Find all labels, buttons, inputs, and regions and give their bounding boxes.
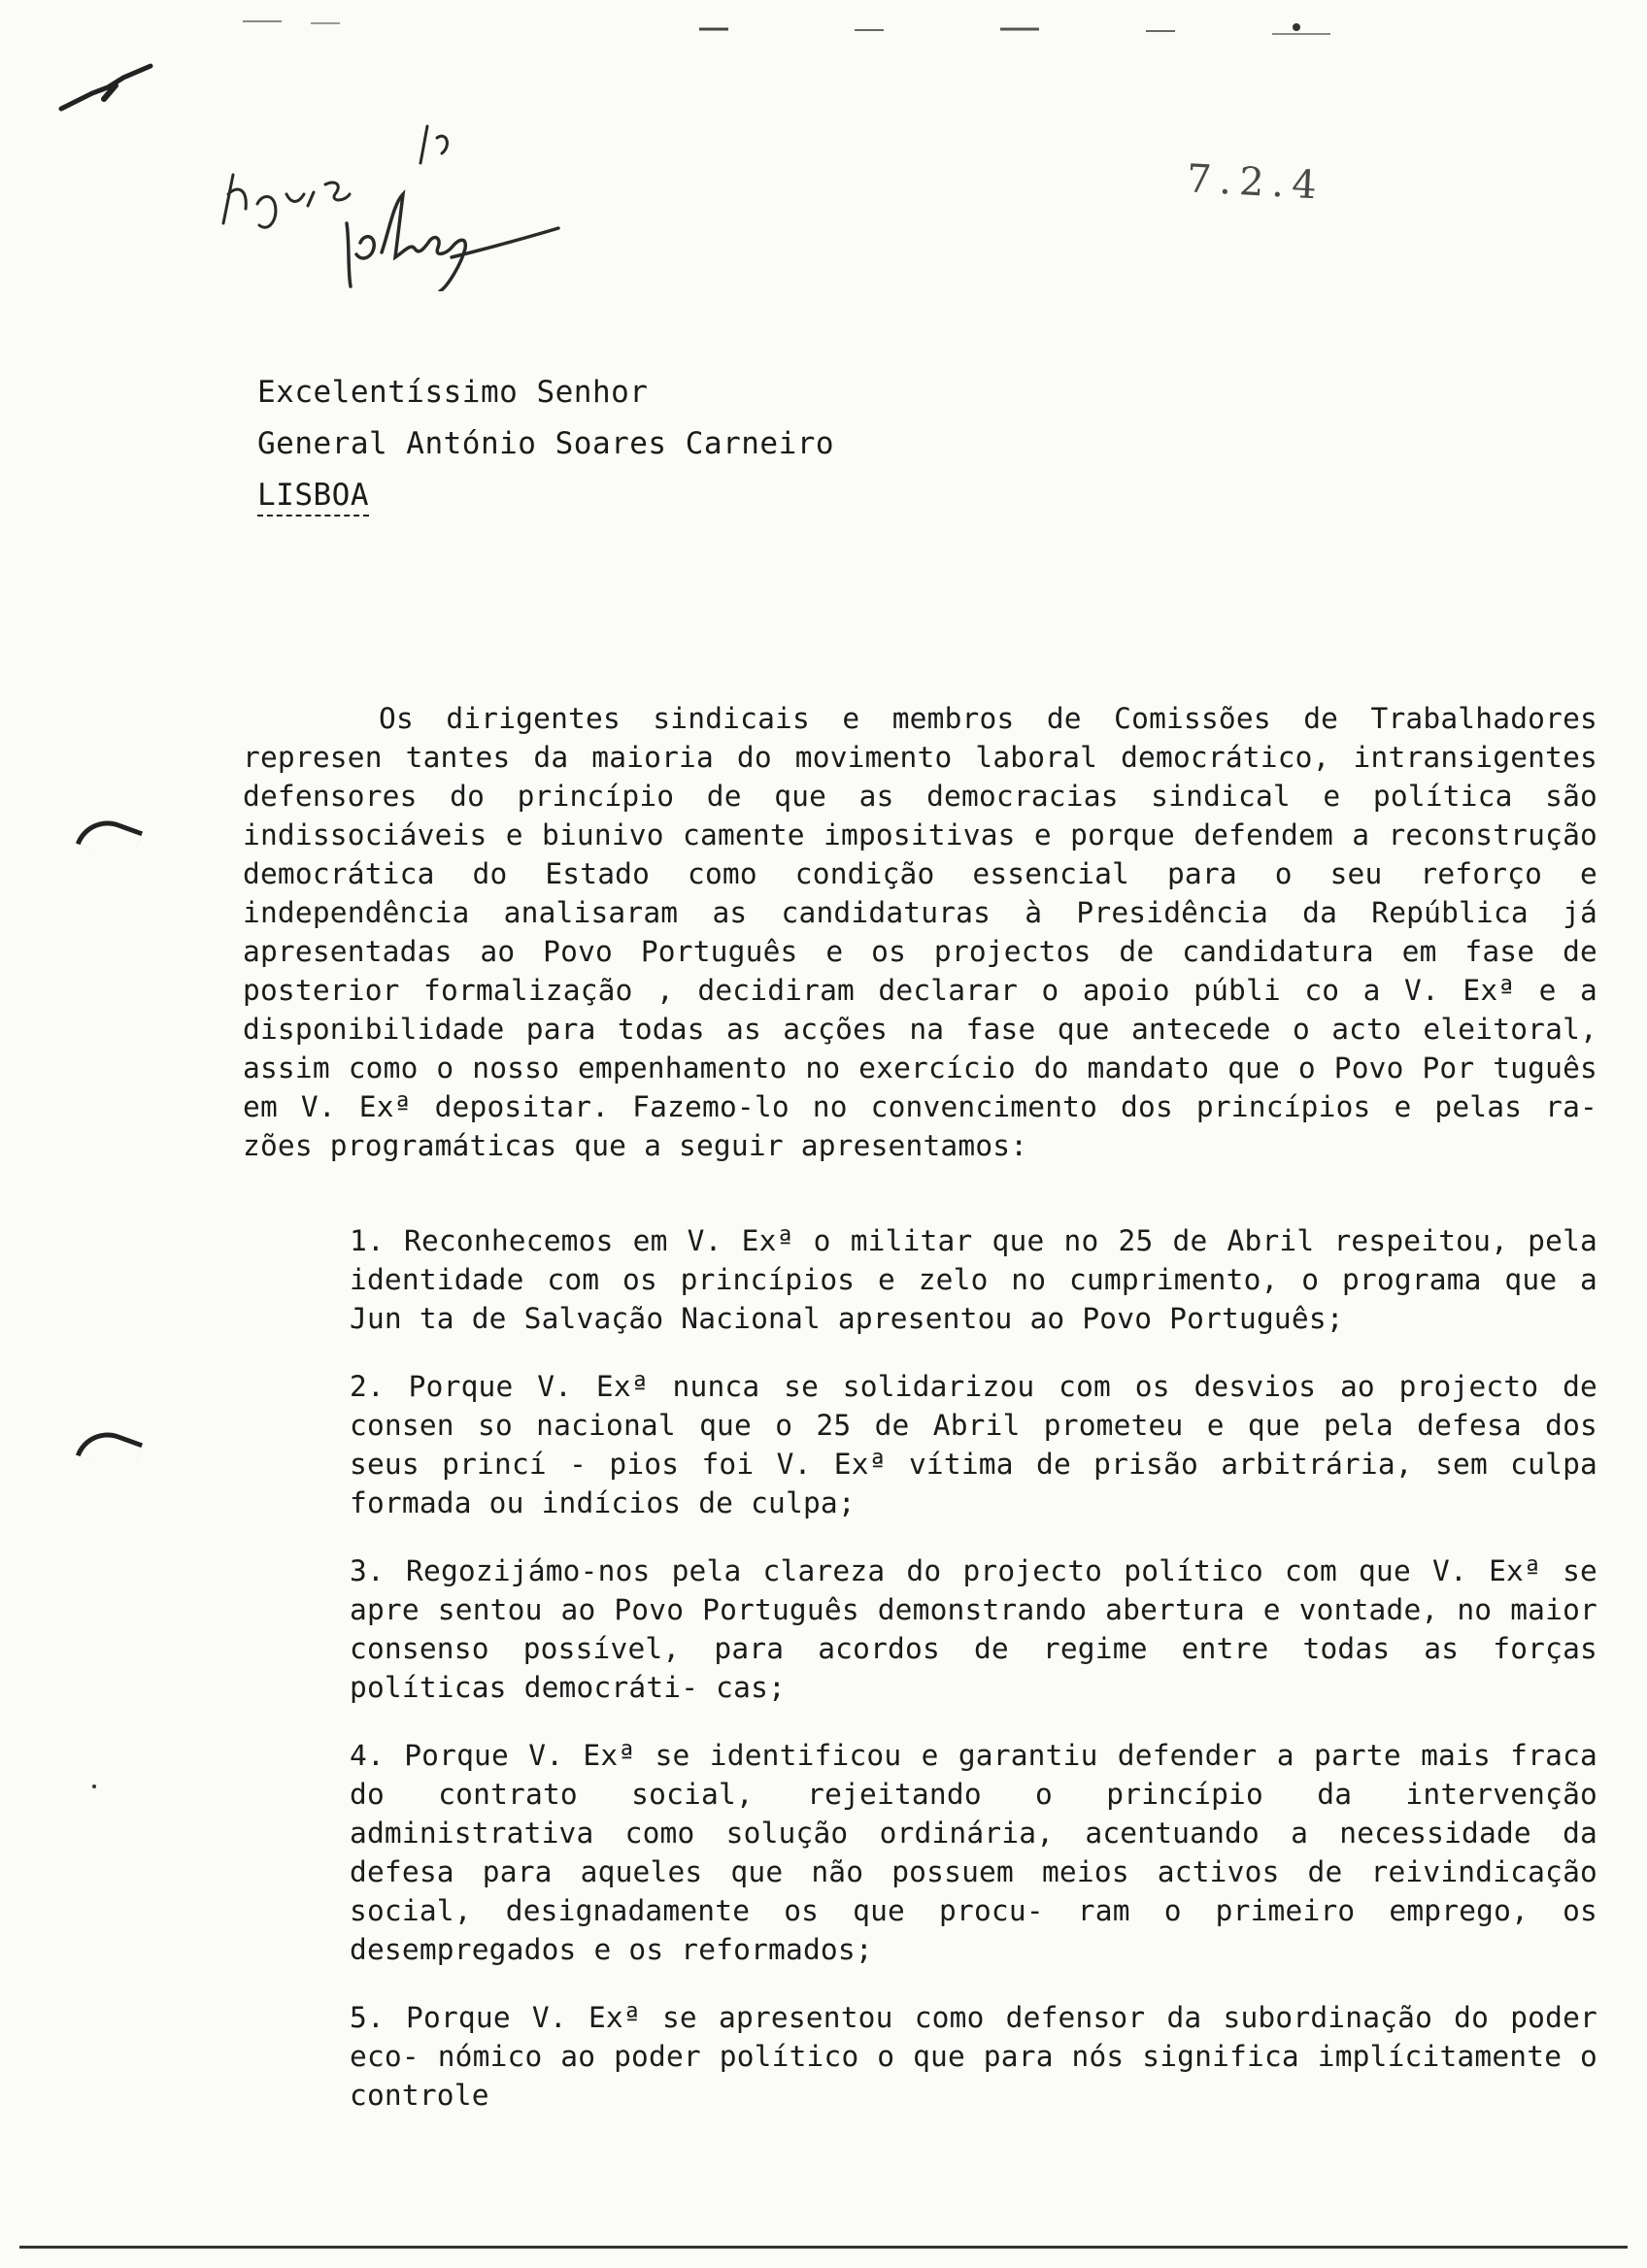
- salutation: Excelentíssimo Senhor: [257, 375, 649, 410]
- list-item: 1. Reconhecemos em V. Exª o militar que no 25 de Abril respeitou, pela identidade com os princípios e zelo no cumprimento, o programa que a Jun ta de Salvação Nacional apresentou ao Povo Português;: [350, 1224, 1597, 1335]
- punch-hole-mark: [76, 1423, 143, 1476]
- handwritten-annotation: [53, 49, 597, 291]
- addressee-name: General António Soares Carneiro: [257, 426, 835, 461]
- scan-artifact-marks: [243, 17, 1505, 37]
- handwritten-date: 7.2.4: [1185, 156, 1326, 209]
- punch-hole-mark: [76, 812, 143, 864]
- addressee-city: LISBOA: [257, 478, 369, 517]
- page-bottom-edge: [19, 2246, 1628, 2249]
- list-item: 3. Regozijámo-nos pela clareza do projecto político com que V. Exª se apre sentou ao Povo Português demonstrando abertura e vontade, no maior consenso possível, para acordos de regime entre todas as forças políticas democráti- cas;: [350, 1554, 1597, 1704]
- scan-dot: [92, 1784, 96, 1788]
- points-list: [350, 1221, 1597, 2115]
- addressee-block: [257, 367, 834, 521]
- list-item: 2. Porque V. Exª nunca se solidarizou com os desvios ao projecto de consen so nacional que o 25 de Abril prometeu e que pela defesa dos seus princí - pios foi V. Exª vítima de prisão arbitrária, sem culpa formada ou indícios de culpa;: [350, 1370, 1597, 1519]
- list-item: 5. Porque V. Exª se apresentou como defensor da subordinação do poder eco- nómico ao poder político o que para nós significa implícitamente o controle: [350, 2001, 1597, 2112]
- intro-paragraph: Os dirigentes sindicais e membros de Comissões de Trabalhadores represen tantes da maioria do movimento laboral democrático, intransigentes defensores do princípio de que as democracias sindical e política são indissociáveis e biunivo camente impositivas e porque defendem a reconstrução democrática do Estado como condição essencial para o seu reforço e independência analisaram as candidaturas à Presidência da República já apresentadas ao Povo Português e os projectos de candidatura em fase de posterior formalização , decidiram declarar o apoio públi co a V. Exª e a disponibilidade para todas as acções na fase que antecede o acto eleitoral, assim como o nosso empenhamento no exercício do mandato que o Povo Por tuguês em V. Exª depositar. Fazemo-lo no convencimento dos princípios e pelas ra- zões programáticas que a seguir apresentamos:: [243, 702, 1597, 1162]
- list-item: 4. Porque V. Exª se identificou e garantiu defender a parte mais fraca do contrato social, rejeitando o princípio da intervenção administrativa como solução ordinária, acentuando a necessidade da defesa para aqueles que não possuem meios activos de reivindicação social, designadamente os que procu- ram o primeiro emprego, os desempregados e os reformados;: [350, 1739, 1597, 1966]
- letter-body: [243, 699, 1597, 2115]
